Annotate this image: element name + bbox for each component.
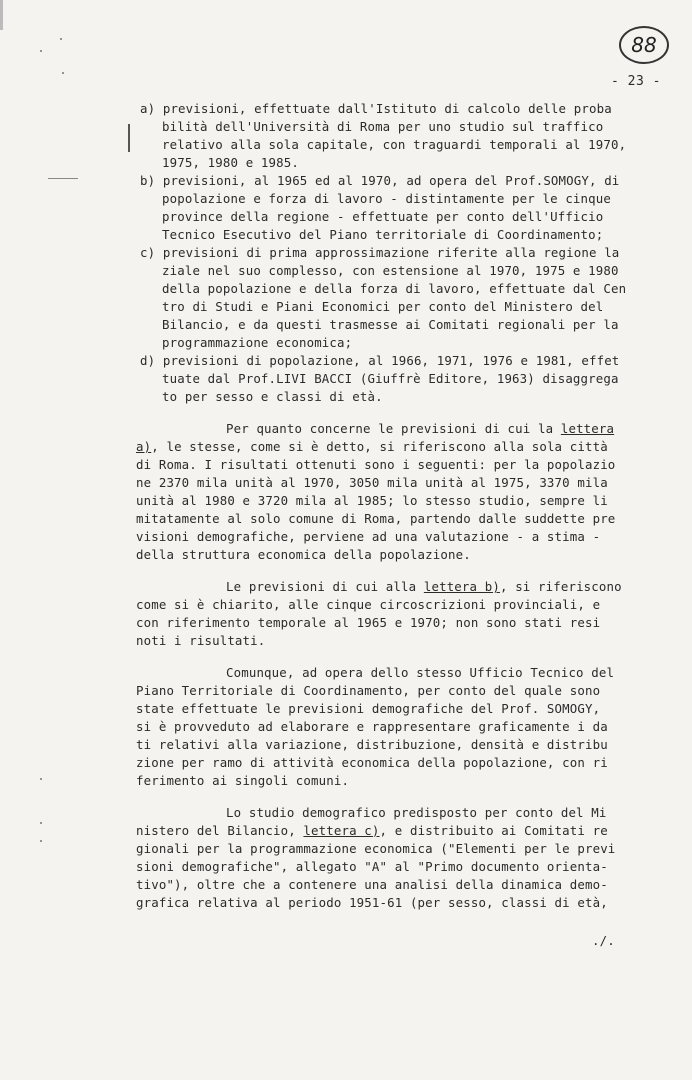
text-line: della popolazione e della forza di lavoro, effettuate dal Cen (162, 281, 627, 296)
text-line: 1975, 1980 e 1985. (162, 155, 299, 170)
text-line: popolazione e forza di lavoro - distintamente per le cinque (162, 191, 611, 206)
text-line: b) previsioni, al 1965 ed al 1970, ad opera del Prof.SOMOGY, di (140, 173, 620, 188)
text-line: Le previsioni di cui alla lettera b), si riferiscono (226, 579, 622, 594)
margin-speck (62, 72, 64, 74)
text-line: zione per ramo di attività economica della popolazione, con ri (136, 755, 608, 770)
margin-speck (60, 38, 62, 40)
text-line: Comunque, ad opera dello stesso Ufficio Tecnico del (226, 665, 615, 680)
text-line: Lo studio demografico predisposto per conto del Mi (226, 805, 607, 820)
text-line: tro di Studi e Piani Economici per conto del Ministero del (162, 299, 604, 314)
text-line: to per sesso e classi di età. (162, 389, 383, 404)
text-line: nistero del Bilancio, lettera c), e distribuito ai Comitati re (136, 823, 608, 838)
text-line: ferimento ai singoli comuni. (136, 773, 350, 788)
margin-dash (48, 178, 78, 179)
text-line: ti relativi alla variazione, distribuzione, densità e distribu (136, 737, 608, 752)
text-line: unità al 1980 e 3720 mila al 1985; lo stesso studio, sempre li (136, 493, 608, 508)
text-line: noti i risultati. (136, 633, 266, 648)
text-line: c) previsioni di prima approssimazione riferite alla regione la (140, 245, 620, 260)
text-line: come si è chiarito, alle cinque circoscrizioni provinciali, e (136, 597, 601, 612)
text-line: a) previsioni, effettuate dall'Istituto di calcolo delle proba (140, 101, 612, 116)
margin-speck (40, 50, 42, 52)
text-line: di Roma. I risultati ottenuti sono i seguenti: per la popolazio (136, 457, 616, 472)
scan-edge (0, 0, 3, 30)
text-line: gionali per la programmazione economica ("Elementi per le previ (136, 841, 616, 856)
text-line: si è provveduto ad elaborare e rappresentare graficamente i da (136, 719, 608, 734)
margin-speck (40, 778, 42, 780)
text-line: relativo alla sola capitale, con traguardi temporali al 1970, (162, 137, 627, 152)
text-line: programmazione economica; (162, 335, 353, 350)
margin-bracket (128, 124, 130, 152)
text-line: ziale nel suo complesso, con estensione al 1970, 1975 e 1980 (162, 263, 619, 278)
text-line: d) previsioni di popolazione, al 1966, 1971, 1976 e 1981, effet (140, 353, 620, 368)
text-line: tivo"), oltre che a contenere una analisi della dinamica demo- (136, 877, 608, 892)
text-line: sioni demografiche", allegato "A" al "Primo documento orienta- (136, 859, 608, 874)
text-line: con riferimento temporale al 1965 e 1970; non sono stati resi (136, 615, 601, 630)
text-line: Per quanto concerne le previsioni di cui la lettera (226, 421, 615, 436)
text-line: Bilancio, e da questi trasmesse ai Comitati regionali per la (162, 317, 619, 332)
text-line: della struttura economica della popolazione. (136, 547, 471, 562)
text-line: ./. (592, 933, 615, 948)
text-line: tuate dal Prof.LIVI BACCI (Giuffrè Editore, 1963) disaggrega (162, 371, 619, 386)
text-line: a), le stesse, come si è detto, si riferiscono alla sola città (136, 439, 608, 454)
text-line: grafica relativa al periodo 1951-61 (per sesso, classi di età, (136, 895, 608, 910)
text-line: mitatamente al solo comune di Roma, partendo dalle suddette pre (136, 511, 616, 526)
archive-stamp: 88 (619, 26, 669, 64)
margin-speck (40, 822, 42, 824)
page-number: - 23 - (611, 74, 661, 89)
text-line: Piano Territoriale di Coordinamento, per conto del quale sono (136, 683, 601, 698)
margin-speck (40, 840, 42, 842)
text-line: Tecnico Esecutivo del Piano territoriale di Coordinamento; (162, 227, 604, 242)
text-line: bilità dell'Università di Roma per uno studio sul traffico (162, 119, 604, 134)
text-line: province della regione - effettuate per conto dell'Ufficio (162, 209, 604, 224)
text-line: ne 2370 mila unità al 1970, 3050 mila unità al 1975, 3370 mila (136, 475, 608, 490)
text-line: state effettuate le previsioni demografiche del Prof. SOMOGY, (136, 701, 601, 716)
text-line: visioni demografiche, perviene ad una valutazione - a stima - (136, 529, 601, 544)
